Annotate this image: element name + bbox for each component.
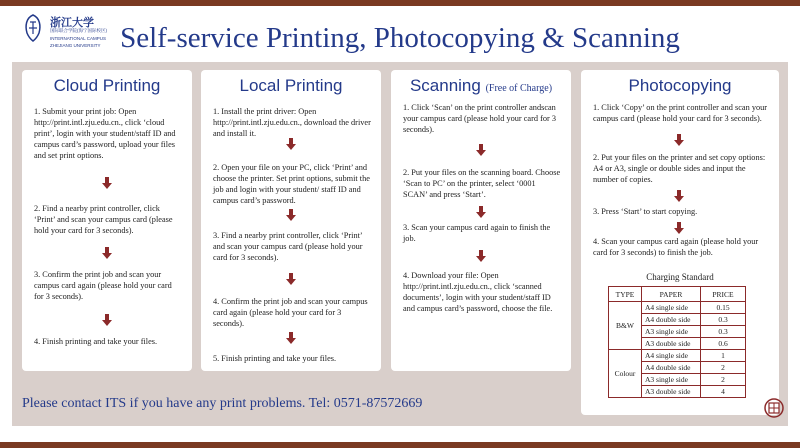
step-2: 2. Open your file on your PC, click ‘Print’ and choose the printer. Set print options, submit the job and login with your student/ staff ID and campus card’s password. (213, 163, 370, 205)
down-arrow-icon (673, 134, 685, 146)
down-arrow-icon (475, 206, 487, 218)
down-arrow-icon (101, 177, 113, 189)
step-1: 1. Click ‘Copy’ on the print controller and scan your campus card (please hold your card for 3 seconds). (593, 103, 768, 123)
price-cell: 0.6 (701, 338, 746, 350)
step-1: 1. Submit your print job: Open http://print.intl.zju.edu.cn., click ‘cloud print’, login with your student/staff ID and campus card’s password, upload your files and set print options. (34, 107, 176, 160)
down-arrow-icon (475, 250, 487, 262)
column-header-paper: PAPER (642, 287, 701, 302)
price-cell: 2 (701, 374, 746, 386)
step-3: 3. Scan your campus card again to finish the job. (403, 223, 551, 243)
down-arrow-icon (101, 314, 113, 326)
step-3: 3. Confirm the print job and scan your campus card again (please hold your card for 3 seconds). (34, 270, 172, 301)
column-header-price: PRICE (701, 287, 746, 302)
logo-english-line1: INTERNATIONAL CAMPUS (50, 36, 107, 41)
price-cell: 1 (701, 350, 746, 362)
card-title: Photocopying (628, 76, 732, 95)
price-cell: 0.3 (701, 326, 746, 338)
card-title (391, 76, 571, 96)
paper-cell: A4 single side (642, 350, 701, 362)
column-header-type: TYPE (609, 287, 642, 302)
paper-cell: A3 single side (642, 326, 701, 338)
down-arrow-icon (285, 332, 297, 344)
down-arrow-icon (673, 222, 685, 234)
down-arrow-icon (101, 247, 113, 259)
card-title: Local Printing (239, 76, 343, 95)
card-title-text: Scanning (409, 76, 481, 95)
step-4: 4. Scan your campus card again (please hold your card for 3 seconds) to finish the job. (593, 237, 759, 257)
card-title: Cloud Printing (53, 76, 161, 95)
seal-icon (764, 398, 784, 418)
logo-chinese-name: 浙江大学 (50, 17, 94, 29)
down-arrow-icon (285, 273, 297, 285)
price-cell: 2 (701, 362, 746, 374)
card-cloud-printing (22, 70, 192, 371)
type-cell: Colour (609, 350, 642, 398)
page-title: Self-service Printing, Photocopying & Scanning (120, 22, 680, 54)
down-arrow-icon (285, 138, 297, 150)
price-table (608, 286, 746, 398)
charging-standard-title: Charging Standard (646, 272, 714, 282)
table-header-row (609, 287, 746, 302)
step-3: 3. Find a nearby print controller, click ‘Print’ and scan your campus card (please hold your card for 3 seconds). (213, 231, 363, 262)
card-scanning (391, 70, 571, 371)
step-4: 4. Download your file: Open http://print.intl.zju.edu.cn., click ‘scanned documents’, login with your student/staff ID and campus card’s password, choose the file. (403, 271, 553, 313)
step-2: 2. Put your files on the printer and set copy options: A4 or A3, single or double sides and input the number of copies. (593, 153, 766, 184)
price-cell: 4 (701, 386, 746, 398)
price-cell: 0.3 (701, 314, 746, 326)
paper-cell: A3 double side (642, 338, 701, 350)
down-arrow-icon (475, 144, 487, 156)
paper-cell: A3 double side (642, 386, 701, 398)
step-4: 4. Confirm the print job and scan your campus card again (please hold your card for 3 seconds). (213, 297, 368, 328)
contact-info: Please contact ITS if you have any print problems. Tel: 0571-87572669 (22, 396, 423, 411)
step-1: 1. Click ‘Scan’ on the print controller andscan your campus card (please hold your card for 3 seconds). (403, 103, 556, 134)
logo-chinese-subname: 国际联合学院(海宁国际校区) (50, 28, 107, 33)
bottom-border (0, 442, 800, 448)
top-border (0, 0, 800, 6)
step-2: 2. Find a nearby print controller, click ‘Print’ and scan your campus card (please hold your card for 3 seconds). (34, 204, 173, 235)
free-of-charge-note: (Free of Charge) (485, 83, 553, 94)
paper-cell: A3 single side (642, 374, 701, 386)
paper-cell: A4 single side (642, 302, 701, 314)
table-row (609, 350, 746, 362)
step-3: 3. Press ‘Start’ to start copying. (593, 207, 698, 216)
price-cell: 0.15 (701, 302, 746, 314)
paper-cell: A4 double side (642, 362, 701, 374)
down-arrow-icon (673, 190, 685, 202)
logo-english-line2: ZHEJIANG UNIVERSITY (50, 43, 101, 48)
step-2: 2. Put your files on the scanning board. Choose ‘Scan to PC’ on the printer, select ‘0001 SCAN’ and press ‘Start’. (403, 168, 561, 199)
table-row (609, 302, 746, 314)
step-5: 5. Finish printing and take your files. (213, 354, 337, 363)
type-cell: B&W (609, 302, 642, 350)
down-arrow-icon (285, 209, 297, 221)
step-1: 1. Install the print driver: Open http://print.intl.zju.edu.cn., download the driver and install it. (213, 107, 371, 138)
step-4: 4. Finish printing and take your files. (34, 337, 158, 346)
card-local-printing (201, 70, 381, 371)
paper-cell: A4 double side (642, 314, 701, 326)
